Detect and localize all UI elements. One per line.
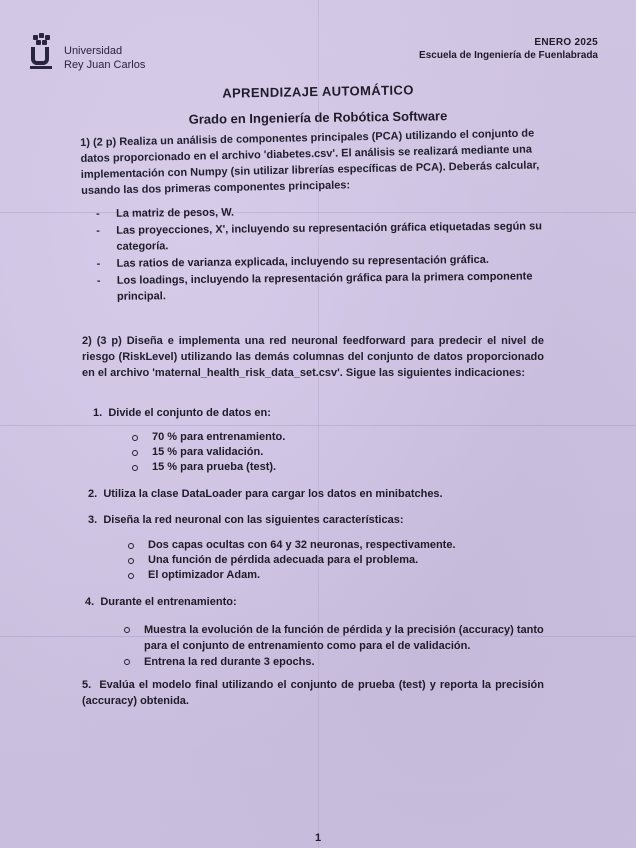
step-5: 5. Evalúa el modelo final utilizando el conjunto de prueba (test) y reporta la precisión (accuracy) obtenida. (82, 679, 544, 707)
step-3: 3. Diseña la red neuronal con las siguientes características: (88, 514, 404, 526)
page-number: 1 (314, 832, 322, 844)
list-item: - La matriz de pesos, W. (96, 201, 551, 222)
list-item: Dos capas ocultas con 64 y 32 neuronas, respectivamente. (126, 538, 546, 553)
course-title: APRENDIZAJE AUTOMÁTICO (222, 82, 414, 101)
list-item: 15 % para validación. (130, 445, 530, 460)
step-4: 4. Durante el entrenamiento: (85, 596, 237, 608)
step-3-sublist (126, 538, 546, 583)
paper-fold (318, 0, 319, 848)
step-1-sublist (130, 430, 530, 475)
list-item: Muestra la evolución de la función de pérdida y la precisión (accuracy) tanto para el conjunto de entrenamiento como para el de validación. (122, 622, 547, 654)
school-name: Escuela de Ingeniería de Fuenlabrada (419, 50, 598, 61)
list-item: El optimizador Adam. (126, 568, 546, 583)
question-2-text: 2) (3 p) Diseña e implementa una red neuronal feedforward para predecir el nivel de riesgo (RiskLevel) utilizando las demás columnas del conjunto de datos proporcionado en el archivo 'maternal_health_risk_data_set.csv'. Sigue las siguientes indicaciones: (82, 335, 544, 379)
list-item: 70 % para entrenamiento. (130, 430, 530, 445)
list-item: 15 % para prueba (test). (130, 460, 530, 475)
university-logo (30, 33, 52, 71)
list-item: - Las ratios de varianza explicada, incluyendo su representación gráfica. (97, 251, 552, 272)
university-name: Universidad Rey Juan Carlos (64, 45, 146, 71)
degree-subtitle: Grado en Ingeniería de Robótica Software (188, 108, 448, 127)
step-4-sublist (122, 622, 547, 670)
question-1-text: 1) (2 p) Realiza un análisis de componentes principales (PCA) utilizando el conjunto de datos proporcionado en el archivo 'diabetes.csv'. El análisis se realizará mediante una implementación con Numpy (sin utilizar librerías específicas de PCA). Deberás calcular, usando las dos primeras componentes principales: (80, 127, 540, 197)
list-item: - Las proyecciones, X', incluyendo su representación gráfica etiquetadas según su categoría. (96, 218, 551, 255)
step-1: 1. Divide el conjunto de datos en: (93, 407, 271, 419)
list-item: - Los loadings, incluyendo la representación gráfica para la primera componente principal. (97, 268, 552, 305)
list-item: Entrena la red durante 3 epochs. (122, 654, 547, 670)
step-2: 2. Utiliza la clase DataLoader para cargar los datos en minibatches. (88, 488, 443, 500)
list-item: Una función de pérdida adecuada para el problema. (126, 553, 546, 568)
question-1-list (96, 201, 552, 306)
exam-date: ENERO 2025 (534, 37, 598, 48)
